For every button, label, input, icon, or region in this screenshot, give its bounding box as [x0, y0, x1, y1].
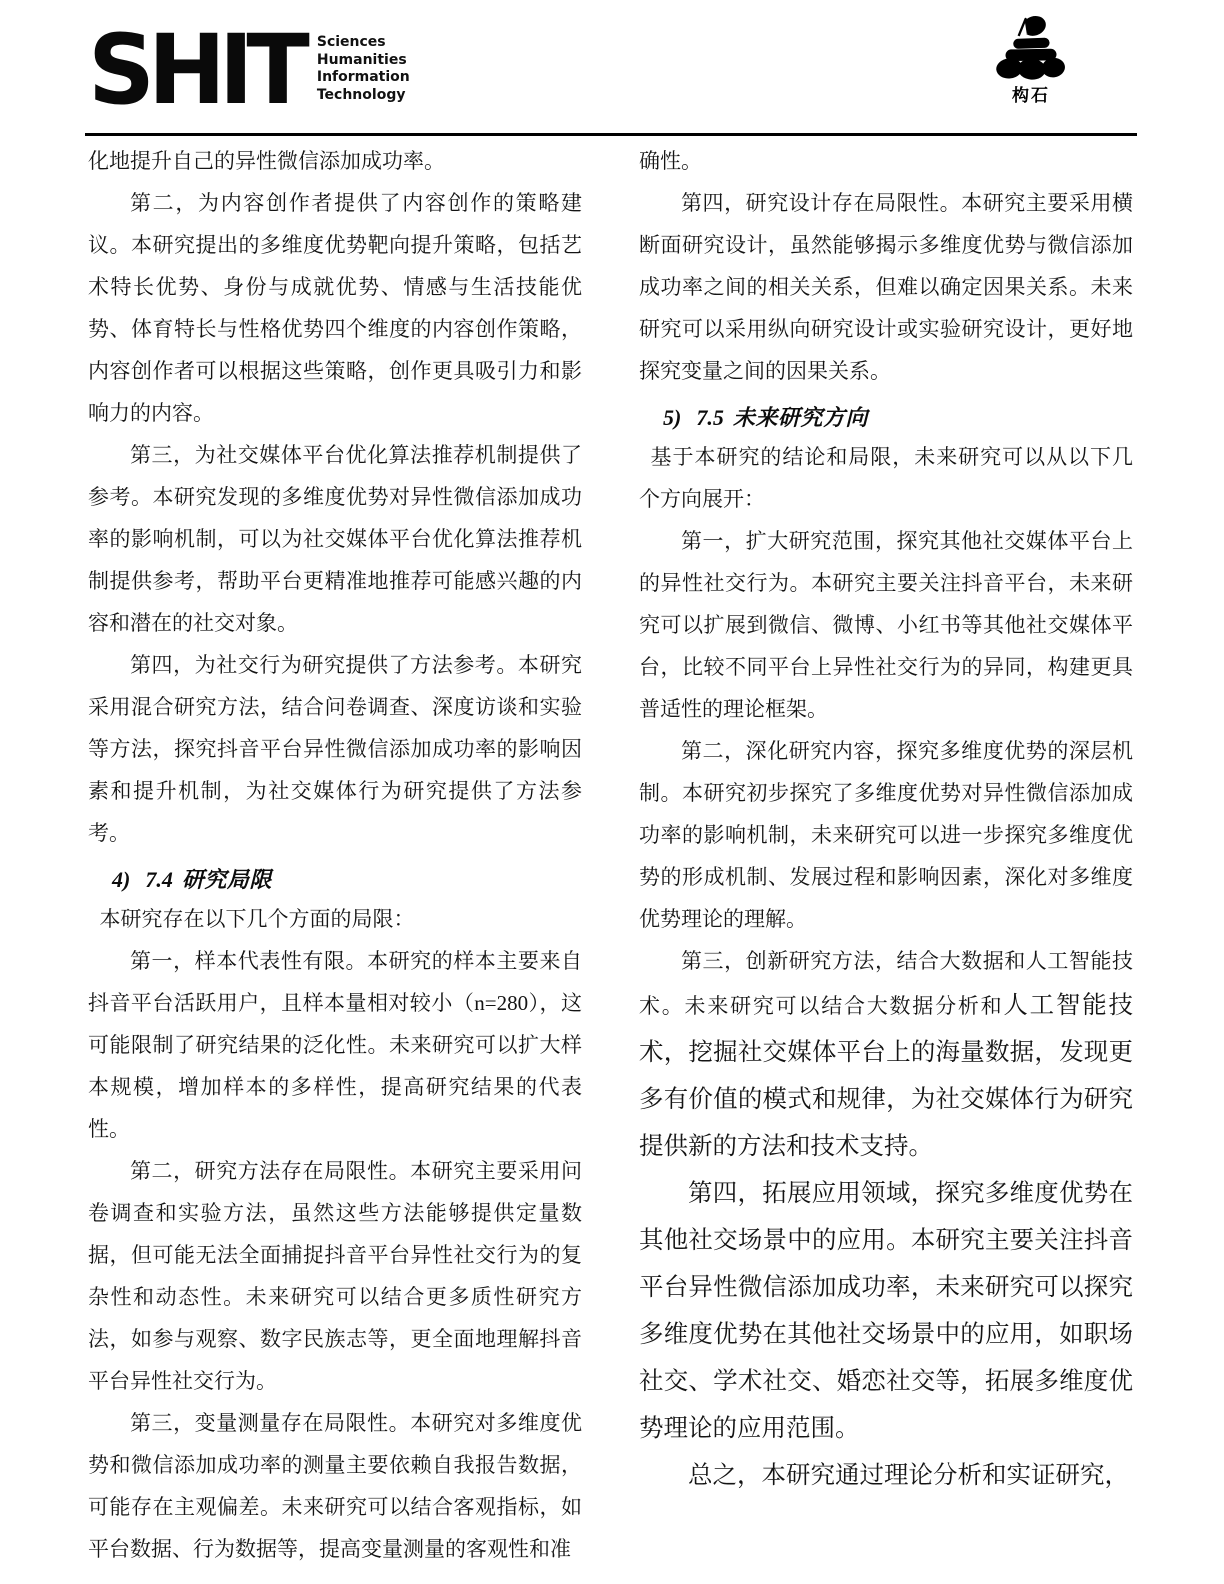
text-run: 第三，变量测量存在局限性。本研究对多维度优势和微信添加成功率的测量主要依赖自我报告数据，可能存在主观偏差。未来研究可以结合客观指标，如平台数据、行为数据等，提高变量测量的客观性和准	[88, 1410, 582, 1561]
text-run: 化地提升自己的异性微信添加成功率。	[88, 149, 445, 173]
text-run: 第四，研究设计存在局限性。本研究主要采用横断面研究设计，虽然能够揭示多维度优势与微信添加成功率之间的相关关系，但难以确定因果关系。未来研究可以采用纵向研究设计或实验研究设计，更好地探究变量之间的因果关系。	[639, 191, 1133, 383]
text-run: 第四，为社交行为研究提供了方法参考。本研究采用混合研究方法，结合问卷调查、深度访谈和实验等方法，探究抖音平台异性微信添加成功率的影响因素和提升机制，为社交媒体行为研究提供了方法参考。	[88, 653, 582, 845]
paragraph	[639, 1452, 1133, 1499]
text-run: 第三，为社交媒体平台优化算法推荐机制提供了参考。本研究发现的多维度优势对异性微信添加成功率的影响机制，可以为社交媒体平台优化算法推荐机制提供参考，帮助平台更精准地推荐可能感兴趣的内容和潜在的社交对象。	[88, 443, 582, 635]
text-run: 人工智能技术，挖掘社交媒体平台上的海量数据，发现更多有价值的模式和规律，为社交媒体行为研究提供新的方法和技术支持。	[639, 991, 1134, 1160]
section-heading	[663, 402, 1133, 434]
text-run: 总之，本研究通过理论分析和实证研究，	[688, 1462, 1129, 1490]
right-column	[639, 140, 1133, 1570]
journal-tagline	[317, 34, 410, 104]
section-heading-title: 未来研究方向	[732, 405, 868, 430]
paragraph	[639, 182, 1133, 392]
left-column	[88, 140, 582, 1570]
paragraph	[88, 1150, 582, 1402]
tagline-line: Technology	[316, 86, 406, 103]
paragraph	[88, 140, 582, 182]
paragraph	[639, 730, 1133, 940]
section-heading-title: 研究局限	[181, 867, 272, 892]
paragraph	[88, 1402, 582, 1570]
paragraph	[88, 898, 582, 940]
stone-cairn-icon	[985, 12, 1077, 80]
text-run: 第四，拓展应用领域，探究多维度优势在其他社交场景中的应用。本研究主要关注抖音平台异性微信添加成功率，未来研究可以探究多维度优势在其他社交场景中的应用，如职场社交、学术社交、婚恋社交等，拓展多维度优势理论的应用范围。	[639, 1180, 1133, 1443]
section-heading	[112, 864, 582, 896]
paragraph	[88, 940, 582, 1150]
section-heading-number: 5)	[663, 405, 682, 430]
section-heading-code: 7.4	[145, 867, 173, 892]
tagline-line: Information	[316, 69, 410, 85]
text-run: 第二，深化研究内容，探究多维度优势的深层机制。本研究初步探究了多维度优势对异性微信添加成功率的影响机制，未来研究可以进一步探究多维度优势的形成机制、发展过程和影响因素，深化对多维度优势理论的理解。	[639, 738, 1133, 931]
journal-logo: SHIT	[88, 13, 303, 126]
article-body	[88, 140, 1133, 1570]
paragraph	[639, 436, 1133, 520]
text-run: 第二，为内容创作者提供了内容创作的策略建议。本研究提出的多维度优势靶向提升策略，包括艺术特长优势、身份与成就优势、情感与生活技能优势、体育特长与性格优势四个维度的内容创作策略，内容创作者可以根据这些策略，创作更具吸引力和影响力的内容。	[88, 191, 582, 425]
tagline-line: Sciences	[316, 34, 386, 50]
paragraph	[639, 520, 1133, 730]
tagline-line: Humanities	[316, 51, 407, 68]
text-run: 基于本研究的结论和局限，未来研究可以从以下几个方向展开：	[639, 444, 1133, 511]
section-heading-code: 7.5	[696, 405, 724, 430]
text-run: 确性。	[639, 149, 702, 173]
text-run: 第三，创新研究方法，结合大数据和人工智能技术。未来研究可以结合大数据分析和	[639, 948, 1133, 1018]
publisher-stamp-label: 构石	[1012, 86, 1050, 106]
paragraph	[639, 140, 1133, 182]
text-run: 第一，样本代表性有限。本研究的样本主要来自抖音平台活跃用户，且样本量相对较小（n=280），这可能限制了研究结果的泛化性。未来研究可以扩大样本规模，增加样本的多样性，提高研究结果的代表性。	[88, 948, 582, 1141]
journal-brand	[88, 13, 410, 126]
paragraph	[88, 434, 582, 644]
publisher-stamp	[985, 12, 1077, 106]
paragraph	[639, 1170, 1133, 1452]
paragraph	[88, 644, 582, 854]
section-heading-number: 4)	[112, 867, 131, 892]
paragraph	[88, 182, 582, 434]
journal-masthead	[85, 0, 1137, 136]
paragraph	[639, 940, 1133, 1170]
text-run: 第一，扩大研究范围，探究其他社交媒体平台上的异性社交行为。本研究主要关注抖音平台，未来研究可以扩展到微信、微博、小红书等其他社交媒体平台，比较不同平台上异性社交行为的异同，构建更具普适性的理论框架。	[639, 528, 1133, 721]
text-run: 第二，研究方法存在局限性。本研究主要采用问卷调查和实验方法，虽然这些方法能够提供定量数据，但可能无法全面捕捉抖音平台异性社交行为的复杂性和动态性。未来研究可以结合更多质性研究方法，如参与观察、数字民族志等，更全面地理解抖音平台异性社交行为。	[88, 1158, 582, 1393]
text-run: 本研究存在以下几个方面的局限：	[99, 906, 415, 931]
